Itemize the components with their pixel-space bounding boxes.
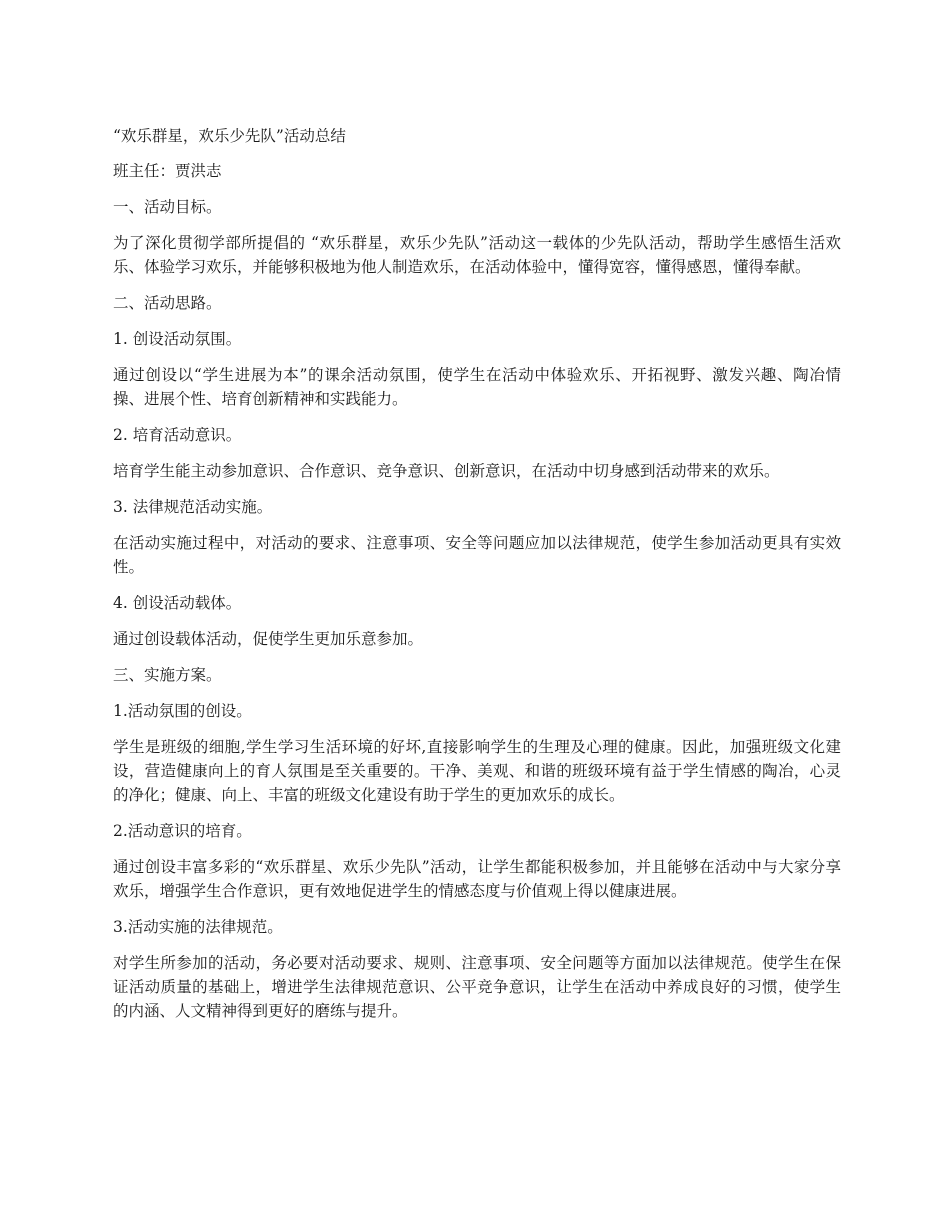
item-heading: 1.活动氛围的创设。 — [113, 702, 252, 720]
item-heading: 2.活动意识的培育。 — [113, 822, 252, 840]
item-body: 学生是班级的细胞,学生学习生活环境的好坏,直接影响学生的生理及心理的健康。因此，加强班级文化建设，营造健康向上的育人氛围是至关重要的。干净、美观、和谐的班级环境有益于学生情感的陶冶，心灵的净化；健康、向上、丰富的班级文化建设有助于学生的更加欢乐的成长。 — [113, 738, 841, 804]
document-title: “欢乐群星，欢乐少先队”活动总结 — [113, 127, 346, 145]
item-body: 通过创设载体活动，促使学生更加乐意参加。 — [113, 630, 424, 648]
item-body: 通过创设以“学生进展为本”的课余活动氛围，使学生在活动中体验欢乐、开拓视野、激发兴趣、陶冶情操、进展个性、培育创新精神和实践能力。 — [113, 366, 841, 408]
section-heading: 一、活动目标。 — [113, 198, 222, 216]
item-heading: 3.活动实施的法律规范。 — [113, 918, 283, 936]
section-heading: 三、实施方案。 — [113, 666, 222, 684]
section-body: 为了深化贯彻学部所提倡的 “欢乐群星，欢乐少先队”活动这一载体的少先队活动，帮助学生感悟生活欢乐、体验学习欢乐，并能够积极地为他人制造欢乐，在活动体验中，懂得宽容，懂得感恩，懂得奉献。 — [113, 234, 841, 276]
item-heading: 4. 创设活动载体。 — [113, 594, 242, 612]
item-heading: 3. 法律规范活动实施。 — [113, 498, 273, 516]
item-body: 对学生所参加的活动，务必要对活动要求、规则、注意事项、安全问题等方面加以法律规范。使学生在保证活动质量的基础上，增进学生法律规范意识、公平竞争意识，让学生在活动中养成良好的习惯，使学生的内涵、人文精神得到更好的磨练与提升。 — [113, 954, 841, 1020]
item-heading: 2. 培育活动意识。 — [113, 426, 242, 444]
item-heading: 1. 创设活动氛围。 — [113, 330, 242, 348]
document-page — [113, 124, 841, 1035]
item-body: 培育学生能主动参加意识、合作意识、竞争意识、创新意识，在活动中切身感到活动带来的欢乐。 — [113, 462, 780, 480]
item-body: 在活动实施过程中，对活动的要求、注意事项、安全等问题应加以法律规范，使学生参加活动更具有实效性。 — [113, 534, 841, 576]
section-heading: 二、活动思路。 — [113, 294, 222, 312]
teacher-line: 班主任：贾洪志 — [113, 162, 222, 180]
item-body: 通过创设丰富多彩的“欢乐群星、欢乐少先队”活动，让学生都能积极参加，并且能够在活动中与大家分享欢乐，增强学生合作意识，更有效地促进学生的情感态度与价值观上得以健康进展。 — [113, 858, 841, 900]
